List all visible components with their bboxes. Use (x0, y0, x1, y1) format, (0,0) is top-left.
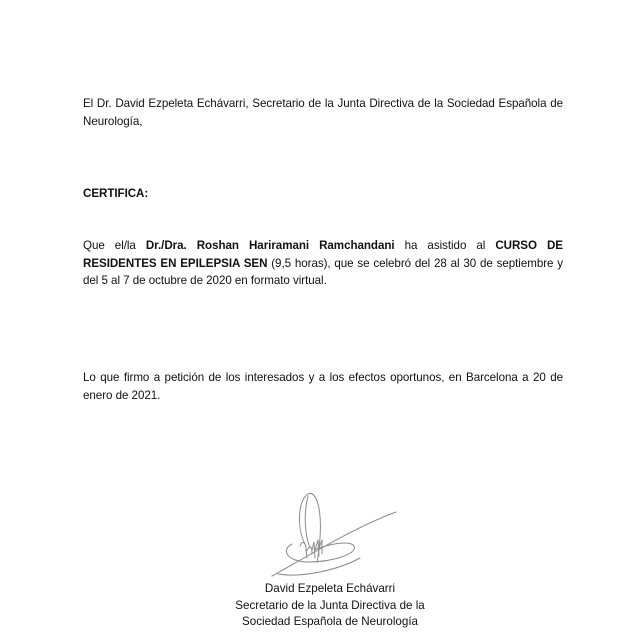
body-prefix: Que el/la (83, 239, 146, 252)
recipient-name: Dr./Dra. Roshan Hariramani Ramchandani (145, 239, 395, 252)
signatory-block (200, 581, 460, 631)
closing-paragraph: Lo que firmo a petición de los interesados y a los efectos oportunos, en Barcelona a 20 de enero de 2021. (83, 371, 563, 402)
intro-paragraph: El Dr. David Ezpeleta Echávarri, Secretario de la Junta Directiva de la Sociedad Española de Neurología, (83, 97, 563, 128)
body-suffix: (9,5 horas), que se celebró del 28 al 30 de septiembre y del 5 al 7 de octubre de 2020 en formato virtual. (83, 256, 563, 287)
signatory-name: David Ezpeleta Echávarri (264, 582, 396, 595)
signature-icon (262, 488, 402, 580)
signatory-title-line-2: Sociedad Española de Neurología (242, 615, 418, 628)
certification-body (83, 237, 563, 290)
body-middle: ha asistido al (394, 239, 496, 252)
course-name: CURSO DE RESIDENTES EN EPILEPSIA SEN (83, 239, 563, 270)
certifica-heading: CERTIFICA: (83, 187, 149, 200)
signatory-title-line-1: Secretario de la Junta Directiva de la (235, 598, 425, 612)
